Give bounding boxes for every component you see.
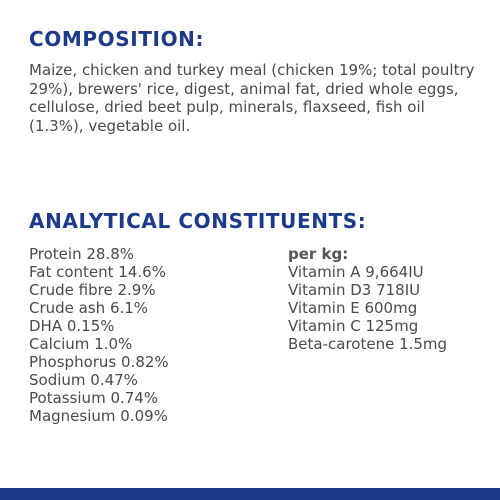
constituent-item: Calcium 1.0%: [29, 335, 133, 353]
constituent-item: Fat content 14.6%: [29, 263, 166, 281]
analytical-constituents-heading: ANALYTICAL CONSTITUENTS:: [29, 209, 367, 233]
constituent-item: Protein 28.8%: [29, 245, 134, 263]
vitamin-item: Vitamin D3 718IU: [288, 281, 421, 299]
footer-bar: [0, 488, 500, 500]
composition-text: Maize, chicken and turkey meal (chicken 19%; total poultry 29%), brewers' rice, digest, animal fat, dried whole eggs, cellulose, dried beet pulp, minerals, flaxseed, fish oil (1.3%), vegetable oil.: [29, 61, 475, 135]
vitamin-item: Vitamin C 125mg: [288, 317, 419, 335]
constituent-item: Magnesium 0.09%: [29, 407, 168, 425]
per-kg-label: per kg:: [288, 245, 349, 263]
vitamin-item: Vitamin E 600mg: [288, 299, 418, 317]
vitamin-item: Beta-carotene 1.5mg: [288, 335, 448, 353]
vitamin-item: Vitamin A 9,664IU: [288, 263, 424, 281]
constituents-list: [29, 245, 169, 425]
constituent-item: Crude fibre 2.9%: [29, 281, 156, 299]
constituent-item: DHA 0.15%: [29, 317, 115, 335]
constituent-item: Crude ash 6.1%: [29, 299, 149, 317]
constituent-item: Sodium 0.47%: [29, 371, 138, 389]
constituent-item: Potassium 0.74%: [29, 389, 159, 407]
constituent-item: Phosphorus 0.82%: [29, 353, 169, 371]
composition-heading: COMPOSITION:: [29, 27, 205, 51]
vitamins-list: [288, 245, 447, 353]
